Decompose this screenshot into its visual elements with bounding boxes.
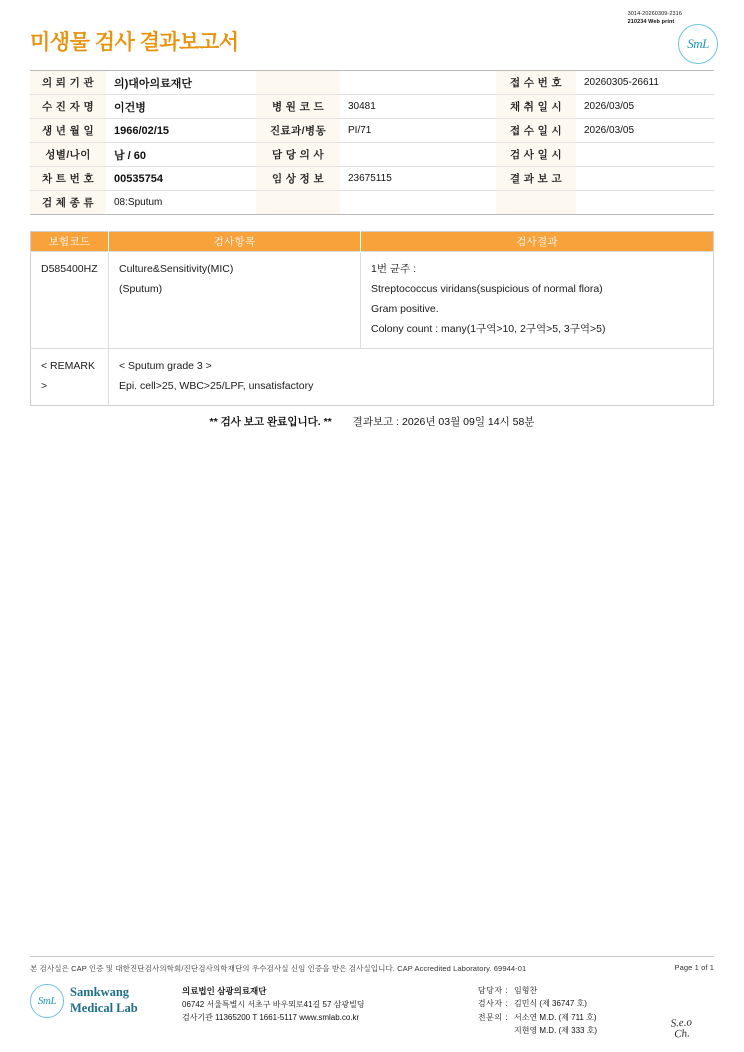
staff-key: 담당자 : <box>477 985 508 995</box>
result-line: 1번 균주 : <box>371 263 417 275</box>
info-label: 검 사 일 시 <box>496 143 576 167</box>
info-value <box>340 71 496 95</box>
remark-label: < REMARK > <box>31 348 109 405</box>
result-line: Streptococcus viridans(suspicious of normal flora) <box>371 282 603 295</box>
report-timestamp: 결과보고 : 2026년 03월 09일 14시 58분 <box>352 415 535 428</box>
staff-block <box>456 984 714 1041</box>
table-row <box>30 143 714 167</box>
info-value: 20260305-26611 <box>576 71 714 95</box>
remark-line: < Sputum grade 3 > <box>119 359 212 372</box>
test-name-cell <box>109 252 361 349</box>
info-value: 남 / 60 <box>106 143 256 167</box>
staff-key: 전문의 : <box>477 1012 508 1022</box>
remark-row <box>31 348 714 405</box>
lab-name-line-1: Samkwang <box>70 985 130 999</box>
page-title: 미생물 검사 결과보고서 <box>30 31 239 54</box>
info-value: 1966/02/15 <box>106 119 256 143</box>
barcode-text <box>628 10 682 27</box>
info-label: 병 원 코 드 <box>256 95 340 119</box>
info-label: 검 체 종 류 <box>30 191 106 215</box>
info-label <box>256 191 340 215</box>
info-label: 차 트 번 호 <box>30 167 106 191</box>
table-row <box>30 71 714 95</box>
sml-logo-text-footer: SmL <box>37 994 57 1007</box>
staff-value: 지현영 M.D. (제 333 호) <box>514 1026 598 1036</box>
info-value: 00535754 <box>106 167 256 191</box>
contact-line: 검사기관 11365200 T 1661-5117 www.smlab.co.kr <box>182 1012 360 1022</box>
sml-logo-icon-footer <box>30 984 64 1018</box>
table-row <box>30 191 714 215</box>
staff-value: 임형찬 <box>514 985 538 995</box>
remark-content <box>109 348 714 405</box>
table-row <box>30 95 714 119</box>
footer-divider <box>30 956 714 957</box>
info-label: 수 진 자 명 <box>30 95 106 119</box>
staff-key <box>456 1024 508 1038</box>
info-value: 2026/03/05 <box>576 95 714 119</box>
test-result-cell <box>361 252 714 349</box>
info-label: 성별/나이 <box>30 143 106 167</box>
info-label: 진료과/병동 <box>256 119 340 143</box>
column-header-test: 검사항목 <box>109 232 361 252</box>
info-value: 23675115 <box>340 167 496 191</box>
info-value <box>340 191 496 215</box>
info-label: 의 뢰 기 관 <box>30 71 106 95</box>
column-header-code: 보험코드 <box>31 232 109 252</box>
insurance-code: D585400HZ <box>31 252 109 349</box>
result-line: Colony count : many(1구역>10, 2구역>5, 3구역>5) <box>371 322 606 335</box>
result-line: Gram positive. <box>371 302 439 315</box>
info-label: 접 수 번 호 <box>496 71 576 95</box>
info-label: 생 년 월 일 <box>30 119 106 143</box>
info-value <box>576 191 714 215</box>
document-footer <box>0 956 744 1052</box>
info-value: 이건병 <box>106 95 256 119</box>
info-value: PI/71 <box>340 119 496 143</box>
signature-line-1: S.e.o <box>669 1016 692 1030</box>
info-value: 30481 <box>340 95 496 119</box>
staff-row <box>456 997 714 1011</box>
result-table-header-row <box>31 232 714 252</box>
accreditation-text: 본 검사실은 CAP 인증 및 대한진단검사의학회/진단검사의학재단의 우수검사실 신임 인증을 받은 검사실입니다. CAP Accredited Laboratory. 69944-01 <box>30 963 527 973</box>
info-value: 08:Sputum <box>114 197 163 208</box>
info-label <box>256 71 340 95</box>
info-value: 2026/03/05 <box>576 119 714 143</box>
lab-address-block <box>182 984 442 1024</box>
result-table <box>30 231 714 406</box>
info-value: 의)대아의료재단 <box>106 71 256 95</box>
footer-main-row <box>30 984 714 1041</box>
staff-key: 검사자 : <box>477 999 508 1009</box>
organization-name: 의료법인 삼광의료재단 <box>182 985 267 996</box>
completion-line <box>30 414 714 429</box>
barcode-line-2: 210234 Web print <box>627 19 675 26</box>
address-line: 06742 서울특별시 서초구 바우뫼로41길 57 삼광빌딩 <box>182 999 365 1009</box>
sml-logo-text: SmL <box>687 36 709 51</box>
column-header-result: 검사결과 <box>361 232 714 252</box>
sml-logo-icon <box>678 24 718 64</box>
info-label: 결 과 보 고 <box>496 167 576 191</box>
staff-value: 김민식 (제 36747 호) <box>514 999 587 1009</box>
footer-note-row <box>30 963 714 974</box>
barcode-line-1: 3014-20260309-2316 <box>627 11 682 17</box>
signature-line-2: Ch. <box>673 1027 690 1041</box>
staff-value: 서소연 M.D. (제 711 호) <box>514 1012 597 1022</box>
table-row <box>31 252 714 349</box>
info-label <box>496 191 576 215</box>
info-label: 접 수 일 시 <box>496 119 576 143</box>
table-row <box>30 119 714 143</box>
info-value <box>576 167 714 191</box>
lab-name-line-2: Medical Lab <box>70 1000 138 1015</box>
page-number: Page 1 of 1 <box>674 962 714 972</box>
info-label: 임 상 정 보 <box>256 167 340 191</box>
footer-logo <box>30 984 182 1018</box>
completion-message: ** 검사 보고 완료입니다. ** <box>209 415 332 428</box>
signature <box>670 1017 693 1040</box>
lab-name <box>70 985 138 1016</box>
staff-row <box>456 984 714 998</box>
info-label: 채 취 일 시 <box>496 95 576 119</box>
info-label: 담 당 의 사 <box>256 143 340 167</box>
info-value <box>576 143 714 167</box>
test-name-line-1: Culture&Sensitivity(MIC) <box>119 263 234 275</box>
table-row <box>30 167 714 191</box>
info-value <box>340 143 496 167</box>
document-header <box>0 0 744 70</box>
test-name-line-2: (Sputum) <box>119 282 163 295</box>
remark-line: Epi. cell>25, WBC>25/LPF, unsatisfactory <box>119 379 314 392</box>
patient-info-table <box>30 70 714 215</box>
